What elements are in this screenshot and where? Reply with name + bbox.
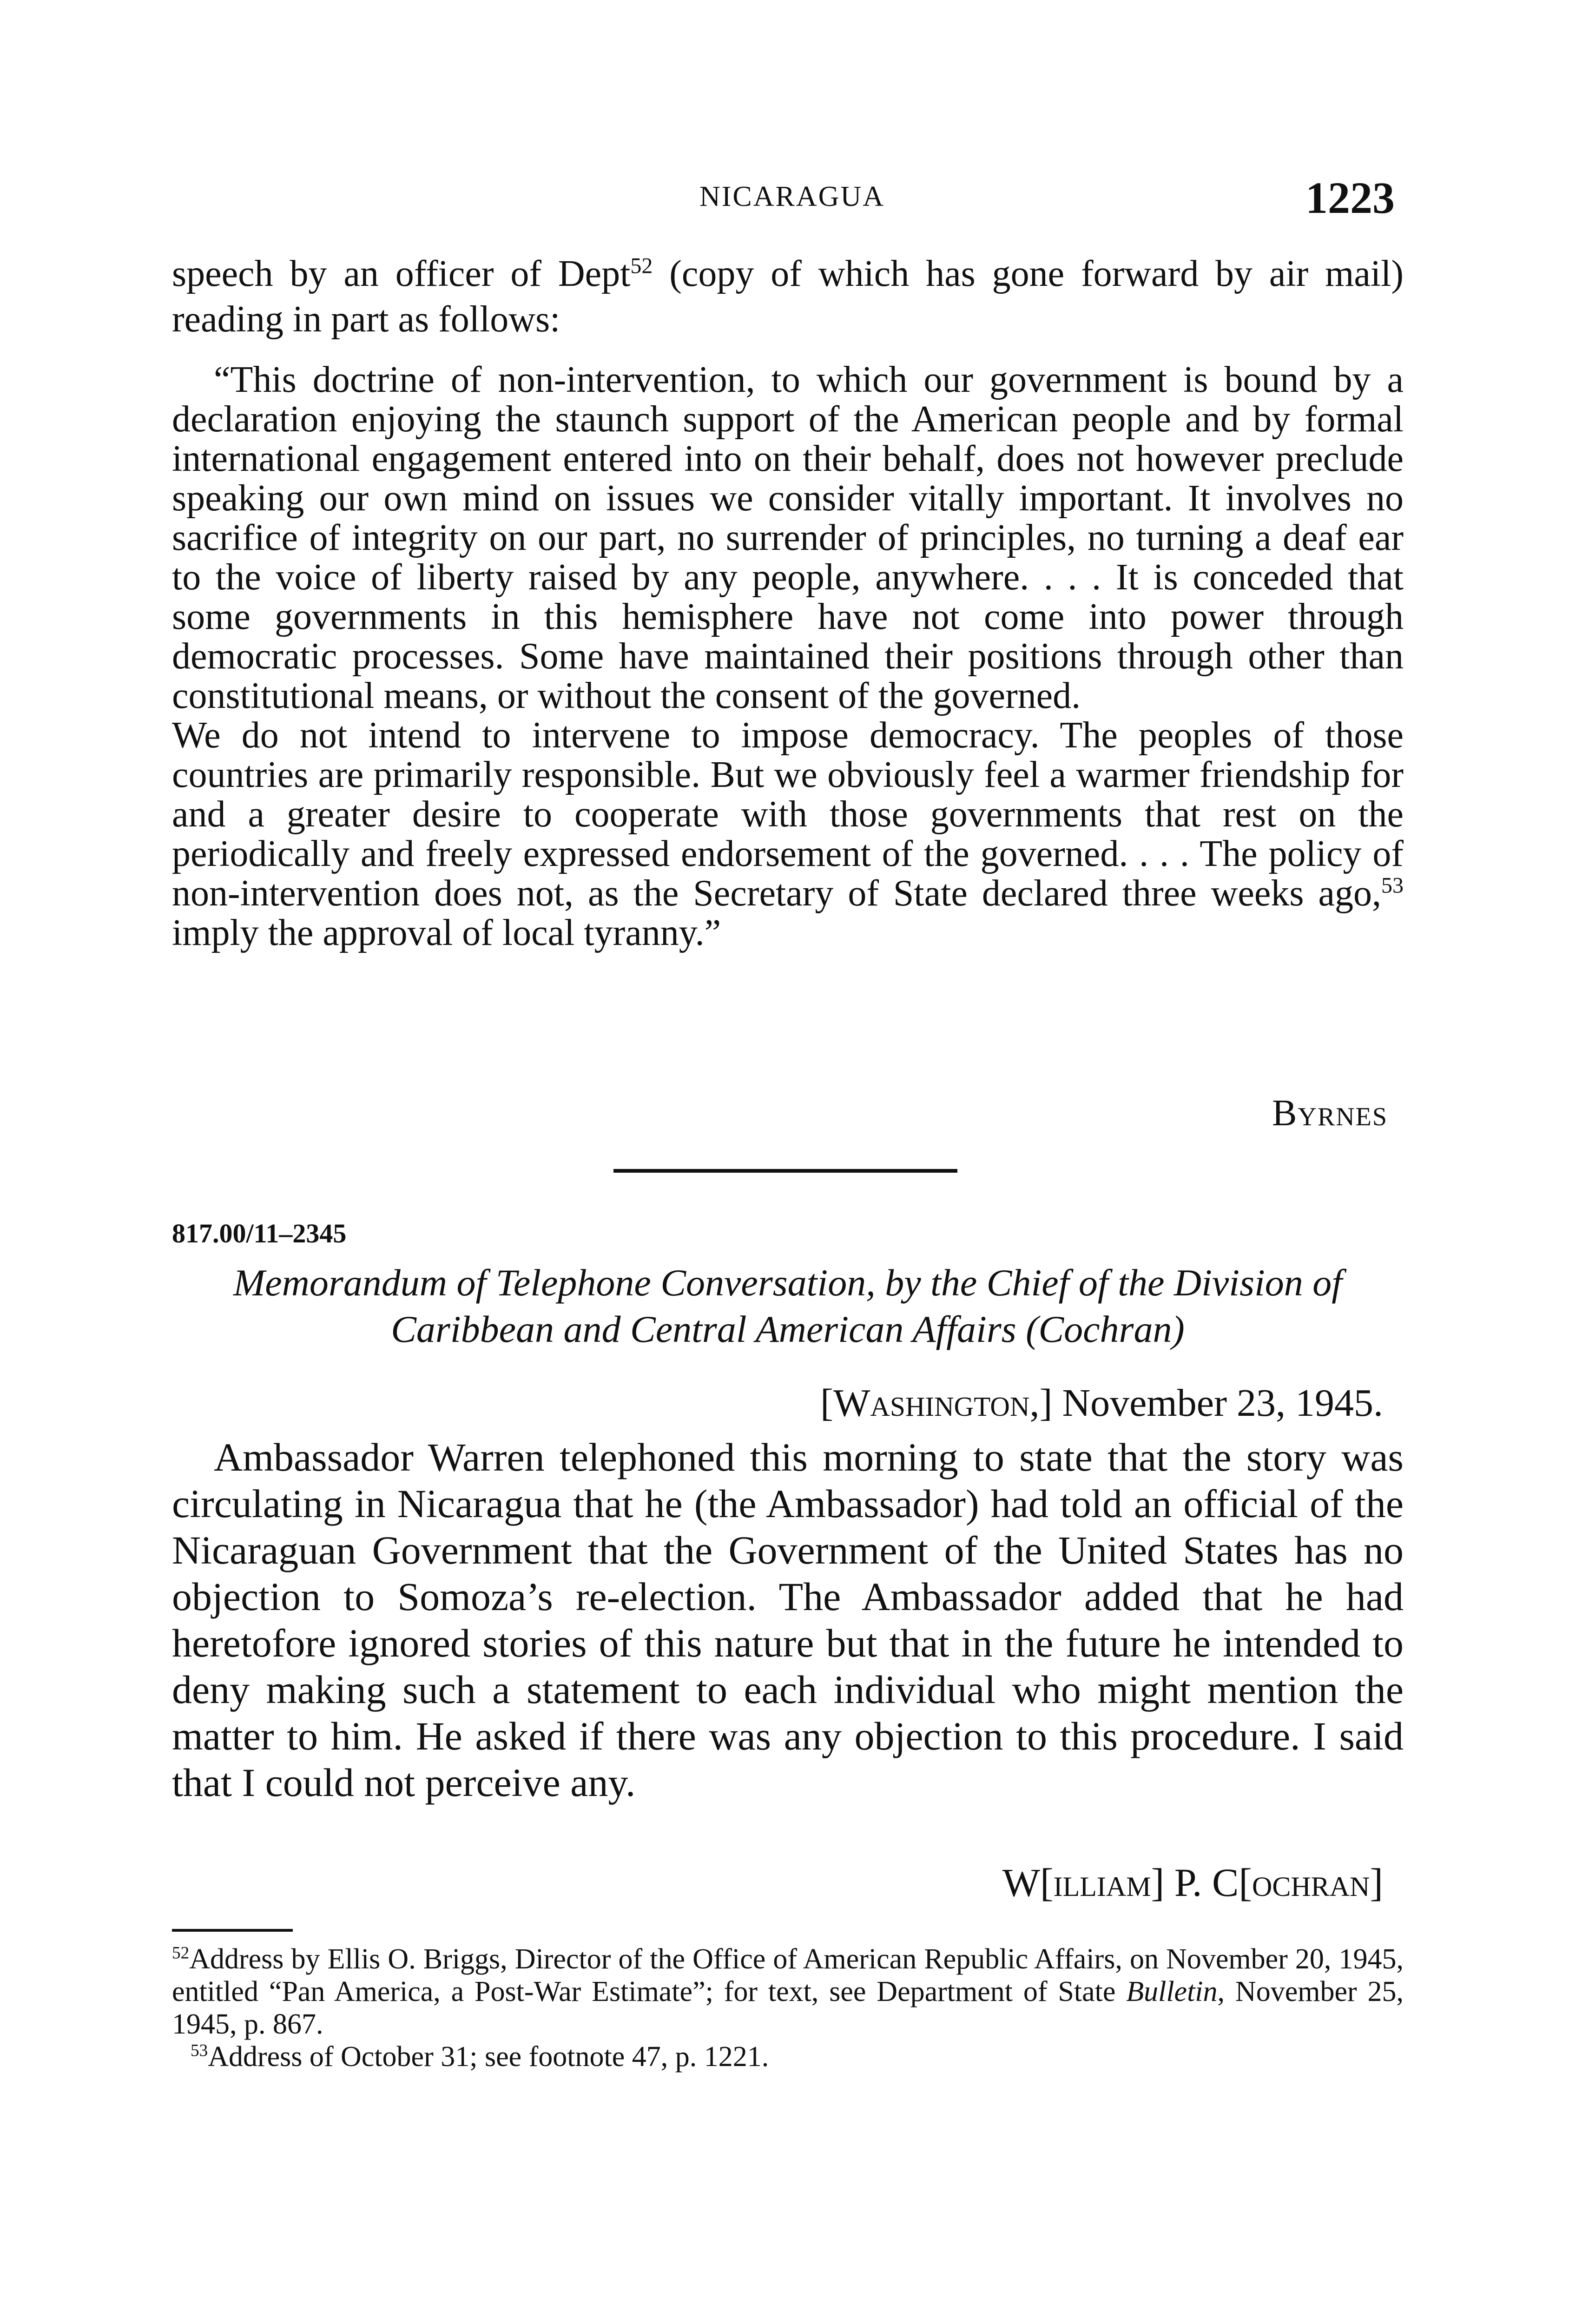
quote-paragraph-1 (172, 360, 1404, 716)
continuation-text-rest: (copy of which has gone forward by air mail) reading in part as follows: (172, 253, 1404, 340)
continuation-paragraph (172, 251, 1404, 342)
footnotes (172, 1943, 1404, 2073)
footnote-52-text: Address by Ellis O. Briggs, Director of the Office of American Republic Affairs, on November 20, 1945, entitled “Pan America, a Post-War Estimate”; for text, see Department of State (172, 1943, 1404, 2007)
quote-paragraph-2-text-end: imply the approval of local tyranny.” (172, 912, 721, 953)
quote-paragraph-2 (172, 716, 1404, 953)
page-number: 1223 (1305, 173, 1395, 223)
footnote-53 (172, 2040, 1404, 2073)
running-head: NICARAGUA (699, 181, 885, 212)
signature-cochran: W[illiam] P. C[ochran] (1002, 1860, 1383, 1905)
dateline-date: November 23, 1945. (1062, 1381, 1383, 1425)
dateline (820, 1380, 1383, 1426)
footnote-53-text: Address of October 31; see footnote 47, p. 1221. (208, 2041, 769, 2073)
footnote-rule (172, 1929, 293, 1932)
file-number: 817.00/11–2345 (172, 1218, 347, 1248)
footnote-ref-53: 53 (1381, 873, 1404, 898)
footnote-53-number: 53 (191, 2041, 208, 2060)
footnote-52-text-end: , November 25, 1945, p. 867. (172, 1976, 1404, 2040)
memo-paragraph: Ambassador Warren telephoned this morning to state that the story was circulating in Nicaragua that he (the Ambassador) had told an official of the Nicaraguan Government that the Government of the United States has no objection to Somoza’s re-election. The Ambassador added that he had heretofore ignored stories of this nature but that in the future he intended to deny making such a statement to each individual who might mention the matter to him. He asked if there was any objection to this procedure. I said that I could not perceive any. (172, 1435, 1404, 1805)
signature-byrnes: Byrnes (1272, 1093, 1388, 1134)
continuation-text: speech by an officer of Dept (172, 253, 631, 294)
footnote-ref-52: 52 (630, 253, 653, 278)
dateline-place: [Washington,] (820, 1381, 1053, 1425)
section-divider (613, 1169, 957, 1173)
footnote-52-italic: Bulletin (1126, 1976, 1218, 2007)
memo-title: Memorandum of Telephone Conversation, by the Chief of the Division of Caribbean and Central American Affairs (Cochran) (233, 1261, 1343, 1350)
quote-paragraph-2-text: We do not intend to intervene to impose democracy. The peoples of those countries are primarily responsible. But we obviously feel a warmer friendship for and a greater desire to cooperate with those governments that rest on the periodically and freely expressed endorsement of the governed. . . . The policy of non-intervention does not, as the Secretary of State declared three weeks ago, (172, 715, 1404, 914)
footnote-52-number: 52 (172, 1943, 190, 1963)
page-header (0, 172, 1569, 223)
quote-paragraph-1-text: “This doctrine of non-intervention, to which our government is bound by a declaration enjoying the staunch support of the American people and by formal international engagement entered into on their behalf, does not however preclude speaking our own mind on issues we consider vitally important. It involves no sacrifice of integrity on our part, no surrender of principles, no turning a deaf ear to the voice of liberty raised by any people, anywhere. . . . It is conceded that some governments in this hemisphere have not come into power through democratic processes. Some have maintained their positions through other than constitutional means, or without the consent of the governed. (172, 359, 1404, 716)
footnote-52 (172, 1943, 1404, 2040)
memo-body (172, 1434, 1404, 1806)
block-quote (172, 360, 1404, 953)
